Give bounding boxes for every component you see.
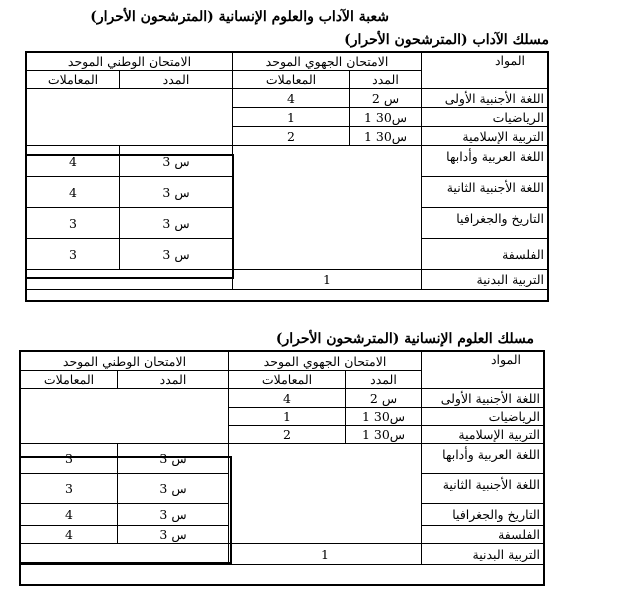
coef-cell: 4 — [21, 526, 118, 544]
table-1 — [26, 52, 548, 290]
coef-cell: 2 — [233, 127, 350, 146]
coef-cell: 3 — [21, 474, 118, 504]
coef-cell: 3 — [21, 444, 118, 474]
table-row — [27, 270, 548, 290]
table-row — [21, 389, 544, 408]
duration-cell: 2 س — [350, 89, 422, 108]
duration-cell: 3 س — [120, 146, 233, 177]
pe-coef-cell: 1 — [233, 270, 422, 290]
duration-cell: 1 س30 — [350, 127, 422, 146]
subject-cell: الفلسفة — [422, 239, 548, 270]
table-2-title: مسلك العلوم الإنسانية (المترشحون الأحرار) — [275, 331, 534, 347]
subject-cell: التاريخ والجغرافيا — [422, 504, 544, 526]
regional-coefficients-header: المعاملات — [233, 71, 350, 89]
national-duration-header: المدد — [120, 71, 233, 89]
coef-cell: 4 — [229, 389, 346, 408]
duration-cell: 1 س30 — [346, 408, 422, 426]
coef-cell: 2 — [229, 426, 346, 444]
subject-cell: اللغة العربية وأدابها — [422, 146, 548, 177]
regional-duration-header: المدد — [350, 71, 422, 89]
duration-cell: 3 س — [120, 239, 233, 270]
coef-cell: 4 — [21, 504, 118, 526]
subject-cell: الفلسفة — [422, 526, 544, 544]
empty-regional-cell — [229, 444, 422, 544]
duration-cell: 3 س — [118, 504, 229, 526]
duration-cell: 1 س30 — [346, 426, 422, 444]
empty-cell — [27, 270, 233, 290]
subject-cell: اللغة الأجنبية الأولى — [422, 89, 548, 108]
table-row — [21, 444, 544, 474]
empty-cell — [21, 544, 229, 565]
subject-cell: التربية البدنية — [422, 270, 548, 290]
subject-cell: اللغة الأجنبية الأولى — [422, 389, 544, 408]
duration-cell: 3 س — [120, 208, 233, 239]
national-coefficients-header: المعاملات — [27, 71, 120, 89]
regional-exam-header: الامتحان الجهوي الموحد — [229, 352, 422, 371]
duration-cell: 3 س — [118, 526, 229, 544]
table-row — [27, 89, 548, 108]
regional-exam-header: الامتحان الجهوي الموحد — [233, 53, 422, 71]
coef-cell: 1 — [233, 108, 350, 127]
subject-cell: التربية الإسلامية — [422, 426, 544, 444]
coef-cell: 4 — [27, 146, 120, 177]
subject-cell: اللغة الأجنبية الثانية — [422, 177, 548, 208]
empty-regional-cell — [233, 146, 422, 270]
duration-cell: 3 س — [118, 474, 229, 504]
subject-cell: التربية الإسلامية — [422, 127, 548, 146]
subjects-header: المواد — [422, 352, 544, 389]
subject-cell: الرياضيات — [422, 408, 544, 426]
coef-cell: 4 — [233, 89, 350, 108]
national-duration-header: المدد — [118, 371, 229, 389]
subjects-header: المواد — [422, 53, 548, 89]
duration-cell: 3 س — [118, 444, 229, 474]
duration-cell: 3 س — [120, 177, 233, 208]
empty-national-cell — [21, 389, 229, 444]
subject-cell: الرياضيات — [422, 108, 548, 127]
table-1-title: مسلك الآداب (المترشحون الأحرار) — [344, 32, 549, 48]
coef-cell: 3 — [27, 208, 120, 239]
pe-coef-cell: 1 — [229, 544, 422, 565]
duration-cell: 2 س — [346, 389, 422, 408]
subject-cell: التاريخ والجغرافيا — [422, 208, 548, 239]
subject-cell: التربية البدنية — [422, 544, 544, 565]
duration-cell: 1 س30 — [350, 108, 422, 127]
regional-duration-header: المدد — [346, 371, 422, 389]
regional-coefficients-header: المعاملات — [229, 371, 346, 389]
empty-national-cell — [27, 89, 233, 146]
national-coefficients-header: المعاملات — [21, 371, 118, 389]
subject-cell: اللغة الأجنبية الثانية — [422, 474, 544, 504]
national-exam-header: الامتحان الوطني الموحد — [21, 352, 229, 371]
coef-cell: 4 — [27, 177, 120, 208]
national-exam-header: الامتحان الوطني الموحد — [27, 53, 233, 71]
page-title: شعبة الآداب والعلوم الإنسانية (المترشحون الأحرار) — [90, 9, 389, 25]
coef-cell: 3 — [27, 239, 120, 270]
table-row — [27, 146, 548, 177]
table-2 — [20, 351, 544, 565]
table-row — [21, 544, 544, 565]
subject-cell: اللغة العربية وأدابها — [422, 444, 544, 474]
coef-cell: 1 — [229, 408, 346, 426]
